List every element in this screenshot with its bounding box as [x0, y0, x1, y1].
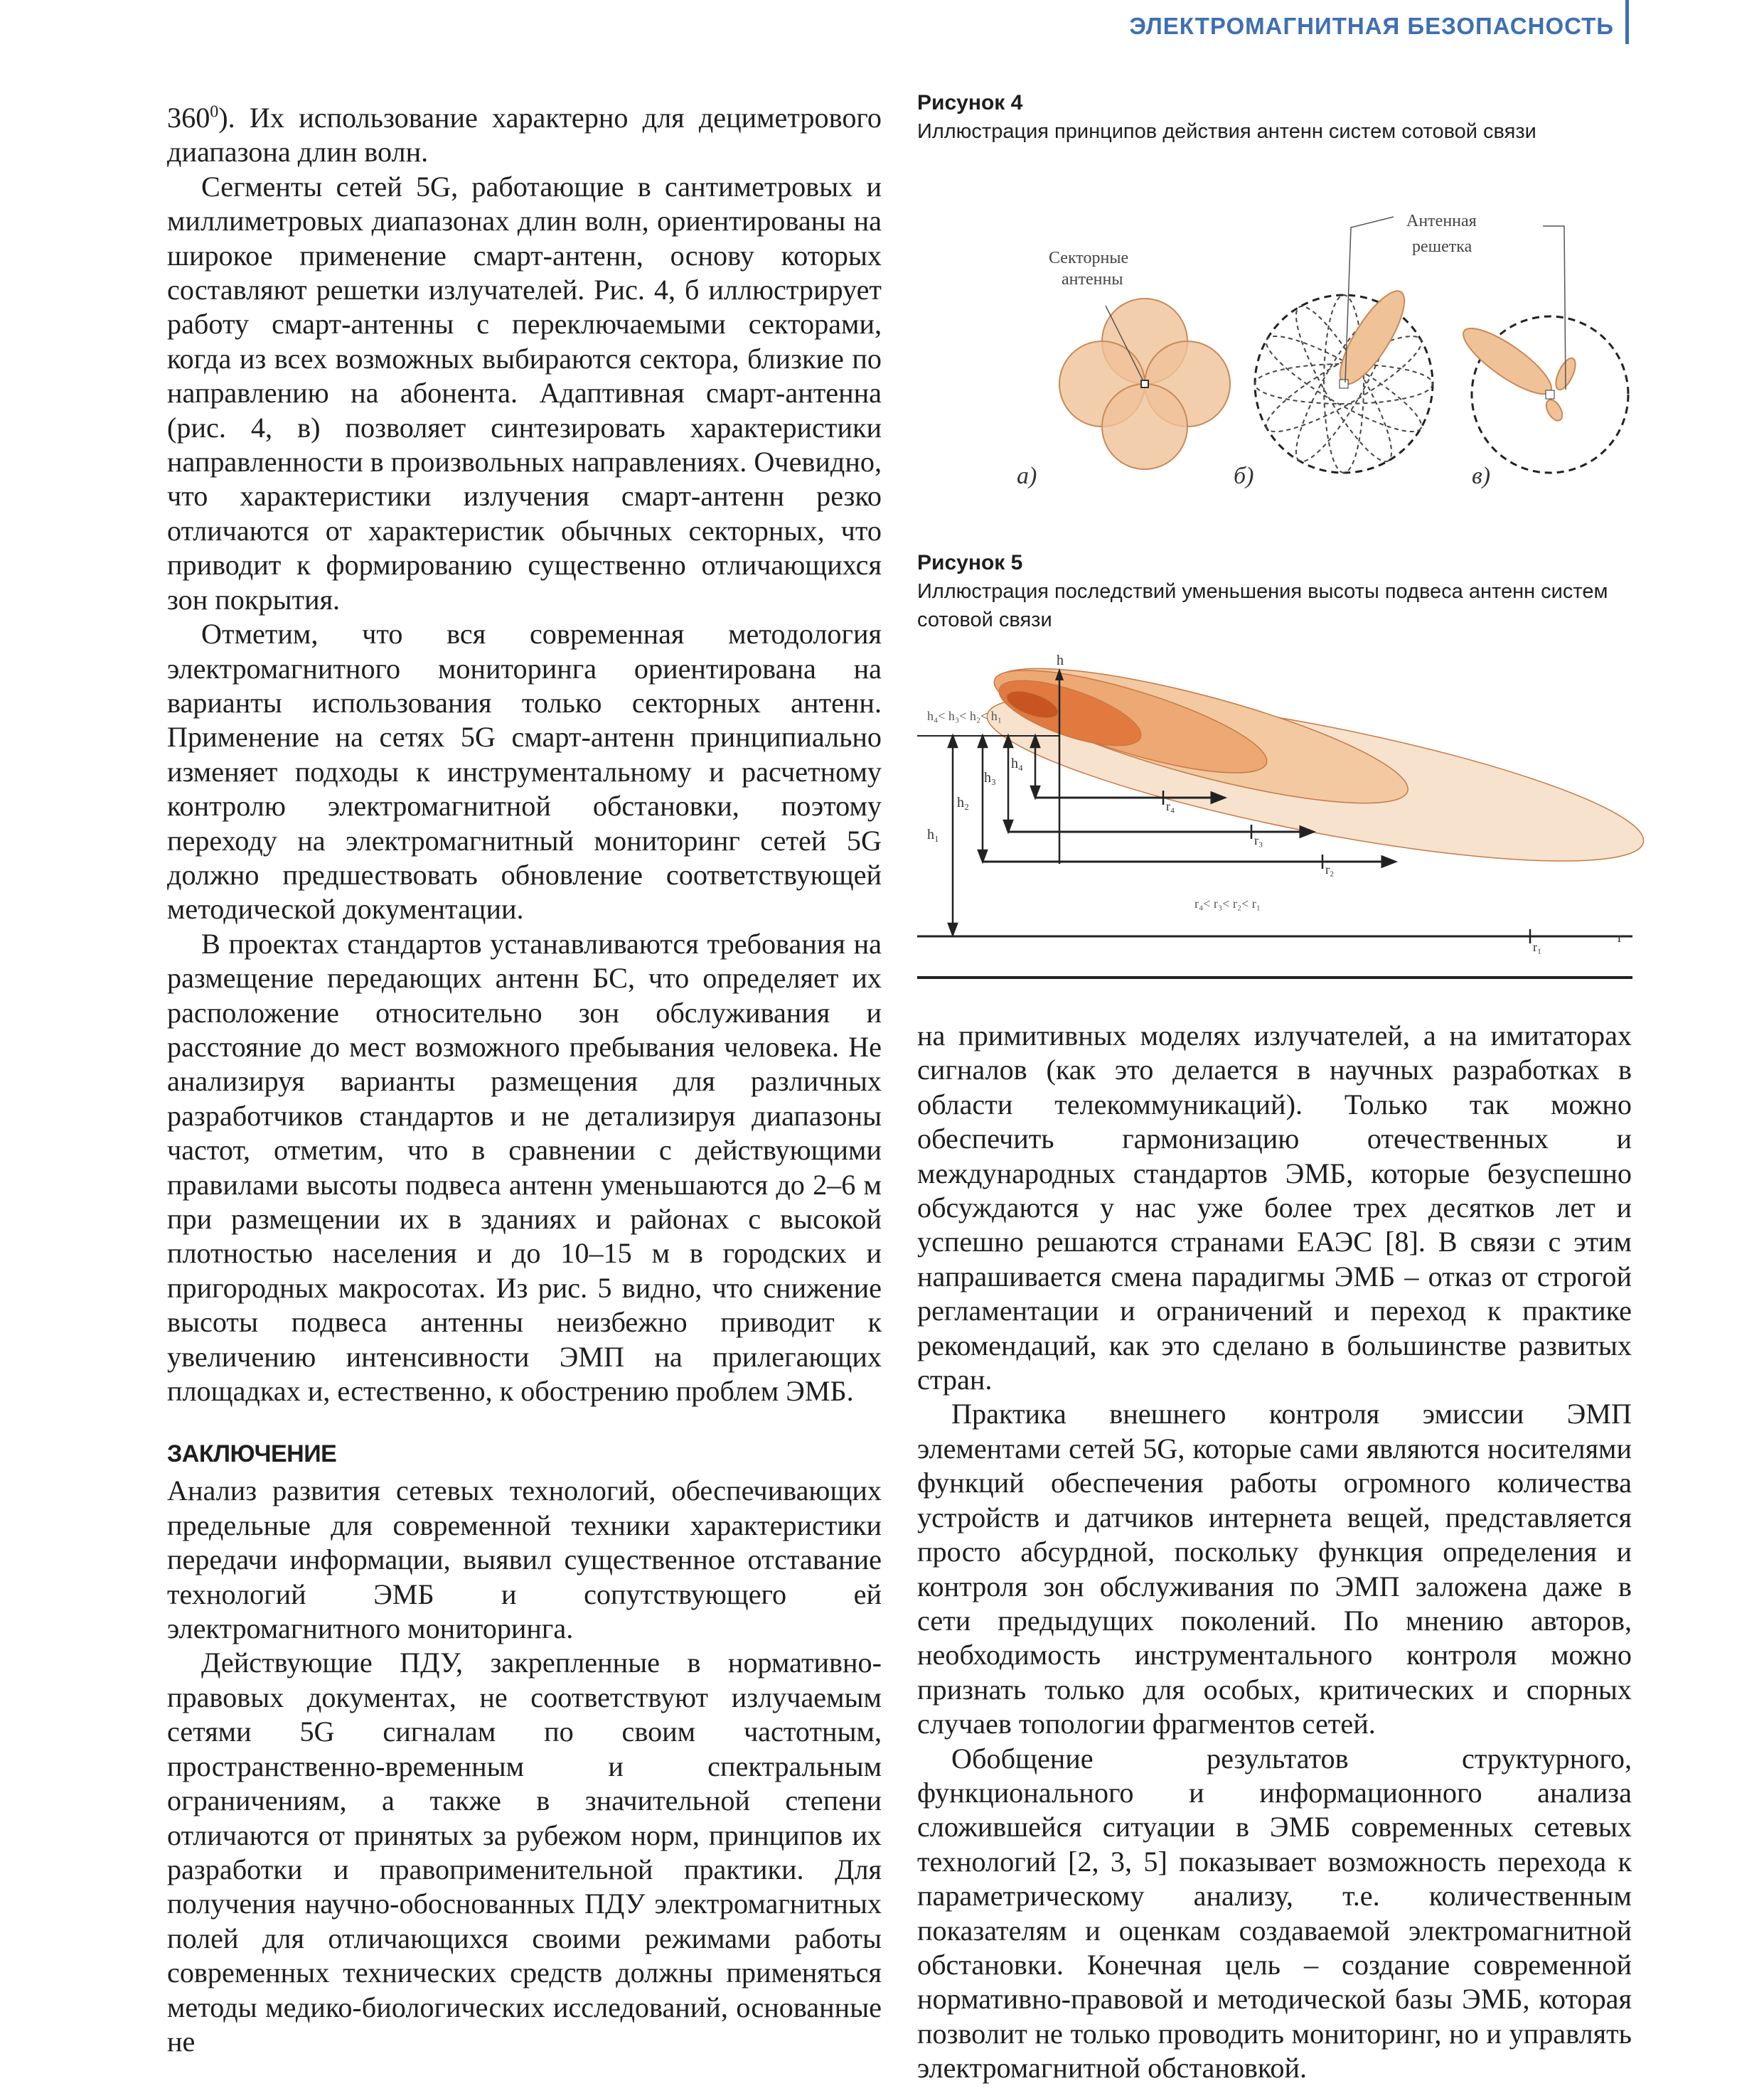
h1-label: h₁ [927, 827, 939, 842]
paragraph-7: на примитивных моделях излучателей, а на имитаторах сигналов (как это делается в научных разработках в области телекоммуникаций). Только так можно обеспечить гармонизацию отечественных и международных стандартов ЭМБ, которые безуспешно обсуждаются у нас уже более трех десятков лет и успешно решаются странами ЕАЭС [8]. В связи с этим напрашивается смена парадигмы ЭМБ – отказ от строгой регламентации и ограничений и переход к практике рекомендаций, как это сделано в большинстве развитых стран. [917, 1019, 1632, 1396]
figure-5-title: Рисунок 5 [917, 551, 1023, 574]
sector-lobe [1102, 384, 1187, 469]
h1-arrow-bot [948, 924, 957, 935]
h2-arrow-top [978, 736, 987, 747]
superscript: 0 [210, 102, 219, 122]
r3-label: r₃ [1254, 833, 1263, 847]
r-relation: r₄< r₃< r₂< r₁ [1194, 897, 1261, 911]
running-header: ЭЛЕКТРОМАГНИТНАЯ БЕЗОПАСНОСТЬ [1129, 13, 1614, 39]
paragraph-5: Анализ развития сетевых технологий, обеспечивающих предельные для современной техники характеристики передачи информации, выявил существенное отставание технологий ЭМБ и сопутствующего ей электромагнитного мониторинга. [167, 1475, 882, 1645]
figure-4-title: Рисунок 4 [917, 91, 1023, 114]
section-heading-conclusion: ЗАКЛЮЧЕНИЕ [167, 1440, 337, 1468]
h3-arrow-bot [1004, 820, 1012, 832]
label-sector-line2: антенны [1062, 270, 1123, 289]
antenna-array [1546, 390, 1554, 399]
r-axis-label: r [1618, 930, 1623, 946]
antenna-array [1340, 380, 1348, 388]
panel-b-label: б) [1234, 463, 1254, 489]
h-axis-label: h [1057, 653, 1064, 668]
paragraph-4: В проектах стандартов устанавливаются требования на размещение передающих антенн БС, что определяет их расположение относительно зон обслуживания и расстояние до мест возможного пребывания человека. Не анализируя варианты размещения для различных разработчиков стандартов и не детализируя диапазоны частот, отметим, что в сравнении с действующими правилами высоты подвеса антенн уменьшаются до 2–6 м при размещении их в зданиях и районах с высокой плотностью населения и до 10–15 м в городских и пригородных макросотах. Из рис. 5 видно, что снижение высоты подвеса антенны неизбежно приводит к увеличению интенсивности ЭМП на прилегающих площадках и, естественно, к обострению проблем ЭМБ. [167, 927, 882, 1408]
label-array-line2: решетка [1412, 237, 1472, 256]
antenna-mast [1141, 380, 1148, 387]
figure-5-diagram [917, 653, 1632, 956]
panel-c-adaptive [1455, 316, 1628, 473]
r2-label: r₂ [1325, 862, 1335, 877]
text-fragment: 360 [167, 102, 210, 134]
figure-5-caption-text: Иллюстрация последствий уменьшения высоты подвеса антенн систем сотовой связи [917, 580, 1608, 631]
r1-label: r₁ [1533, 940, 1542, 954]
r4-label: r₄ [1166, 799, 1175, 813]
paragraph-9: Обобщение результатов структурного, функционального и информационного анализа сложившейся ситуации в ЭМБ современных сетевых технологий [2, 3, 5] показывает возможность перехода к параметрическому анализу, т.е. количественным показателям и оценкам создаваемой электромагнитной обстановки. Конечная цель – создание современной нормативно-правовой и методической базы ЭМБ, которая позволит не только проводить мониторинг, но и управлять электромагнитной обстановкой. [917, 1742, 1632, 2084]
figure-4-caption [917, 89, 1628, 146]
figure-5-caption [917, 549, 1628, 634]
paragraph-3: Отметим, что вся современная методология электромагнитного мониторинга ориентирована на варианты использования только секторных антенн. Применение на сетях 5G смарт-антенн принципиально изменяет подходы к инструментальному и расчетному контролю электромагнитной обстановки, поэтому переходу на электромагнитный мониторинг сетей 5G должно предшествовать обновление соответствующей методической документации. [167, 618, 882, 926]
right-column [917, 1019, 1632, 2086]
figure-4-diagram [917, 206, 1628, 505]
h4-label: h₄ [1011, 756, 1023, 771]
h2-arrow-bot [978, 850, 987, 862]
radiation-zones [977, 642, 1653, 894]
paragraph-8: Практика внешнего контроля эмиссии ЭМП элементами сетей 5G, которые сами являются носителями функций обеспечения работы огромного количества устройств и датчиков интернета вещей, представляется просто абсурдной, поскольку функция определения и контроля зон обслуживания по ЭМП заложена даже в сети предыдущих поколений. По мнению авторов, необходимость инструментального контроля можно признать только для особых, критических и спорных случаев топологии фрагментов сетей. [917, 1398, 1632, 1740]
panel-a-label: а) [1017, 463, 1037, 489]
h4-arrow-bot [1031, 786, 1039, 798]
text-fragment: ). Их использование характерно для дециметрового диапазона длин волн. [167, 102, 882, 168]
header-divider [1625, 0, 1629, 44]
h3-label: h₃ [984, 770, 996, 786]
label-sector-line1: Секторные [1049, 249, 1129, 267]
panel-a-sector-antennas [1059, 299, 1230, 469]
panel-b-switched-beam [1255, 283, 1433, 473]
figure-bottom-rule [917, 976, 1632, 979]
panel-c-label: в) [1472, 463, 1491, 489]
label-array-line1: Антенная [1406, 212, 1477, 230]
h2-label: h₂ [957, 795, 969, 810]
h1-arrow-top [948, 736, 957, 747]
r2-arrow-head [1382, 857, 1395, 867]
figure-4-caption-text: Иллюстрация принципов действия антенн систем сотовой связи [917, 120, 1536, 143]
side-lobe [1543, 397, 1566, 424]
paragraph-6: Действующие ПДУ, закрепленные в нормативно-правовых документах, не соответствуют излучаемым сетями 5G сигналам по своим частотным, пространственно-временным и спектральным ограничениям, а также в значительной степени отличаются от принятых за рубежом норм, принципов их разработки и правоприменительной практики. Для получения научно-обоснованных ПДУ электромагнитных полей для отличающихся своими режимами работы современных технических средств должны применяться методы медико-биологических исследований, основанные не [167, 1647, 882, 2057]
h-relation: h₄< h₃< h₂< h₁ [927, 709, 1003, 723]
paragraph-2: Сегменты сетей 5G, работающие в сантиметровых и миллиметровых диапазонах длин волн, ориентированы на широкое применение смарт-антенн, основу которых составляют решетки излучателей. Рис. 4, б иллюстрирует работу смарт-антенны с переключаемыми секторами, когда из всех возможных выбираются сектора, близкие по направлению на абонента. Адаптивная смарт-антенна (рис. 4, в) позволяет синтезировать характеристики направленности в произвольных направлениях. Очевидно, что характеристики излучения смарт-антенн резко отличаются от характеристик обычных секторных, что приводит к формированию существенно отличающихся зон покрытия. [167, 170, 882, 616]
left-column [167, 101, 882, 2059]
paragraph-1 [167, 101, 882, 170]
height-dimensions [948, 736, 1039, 935]
